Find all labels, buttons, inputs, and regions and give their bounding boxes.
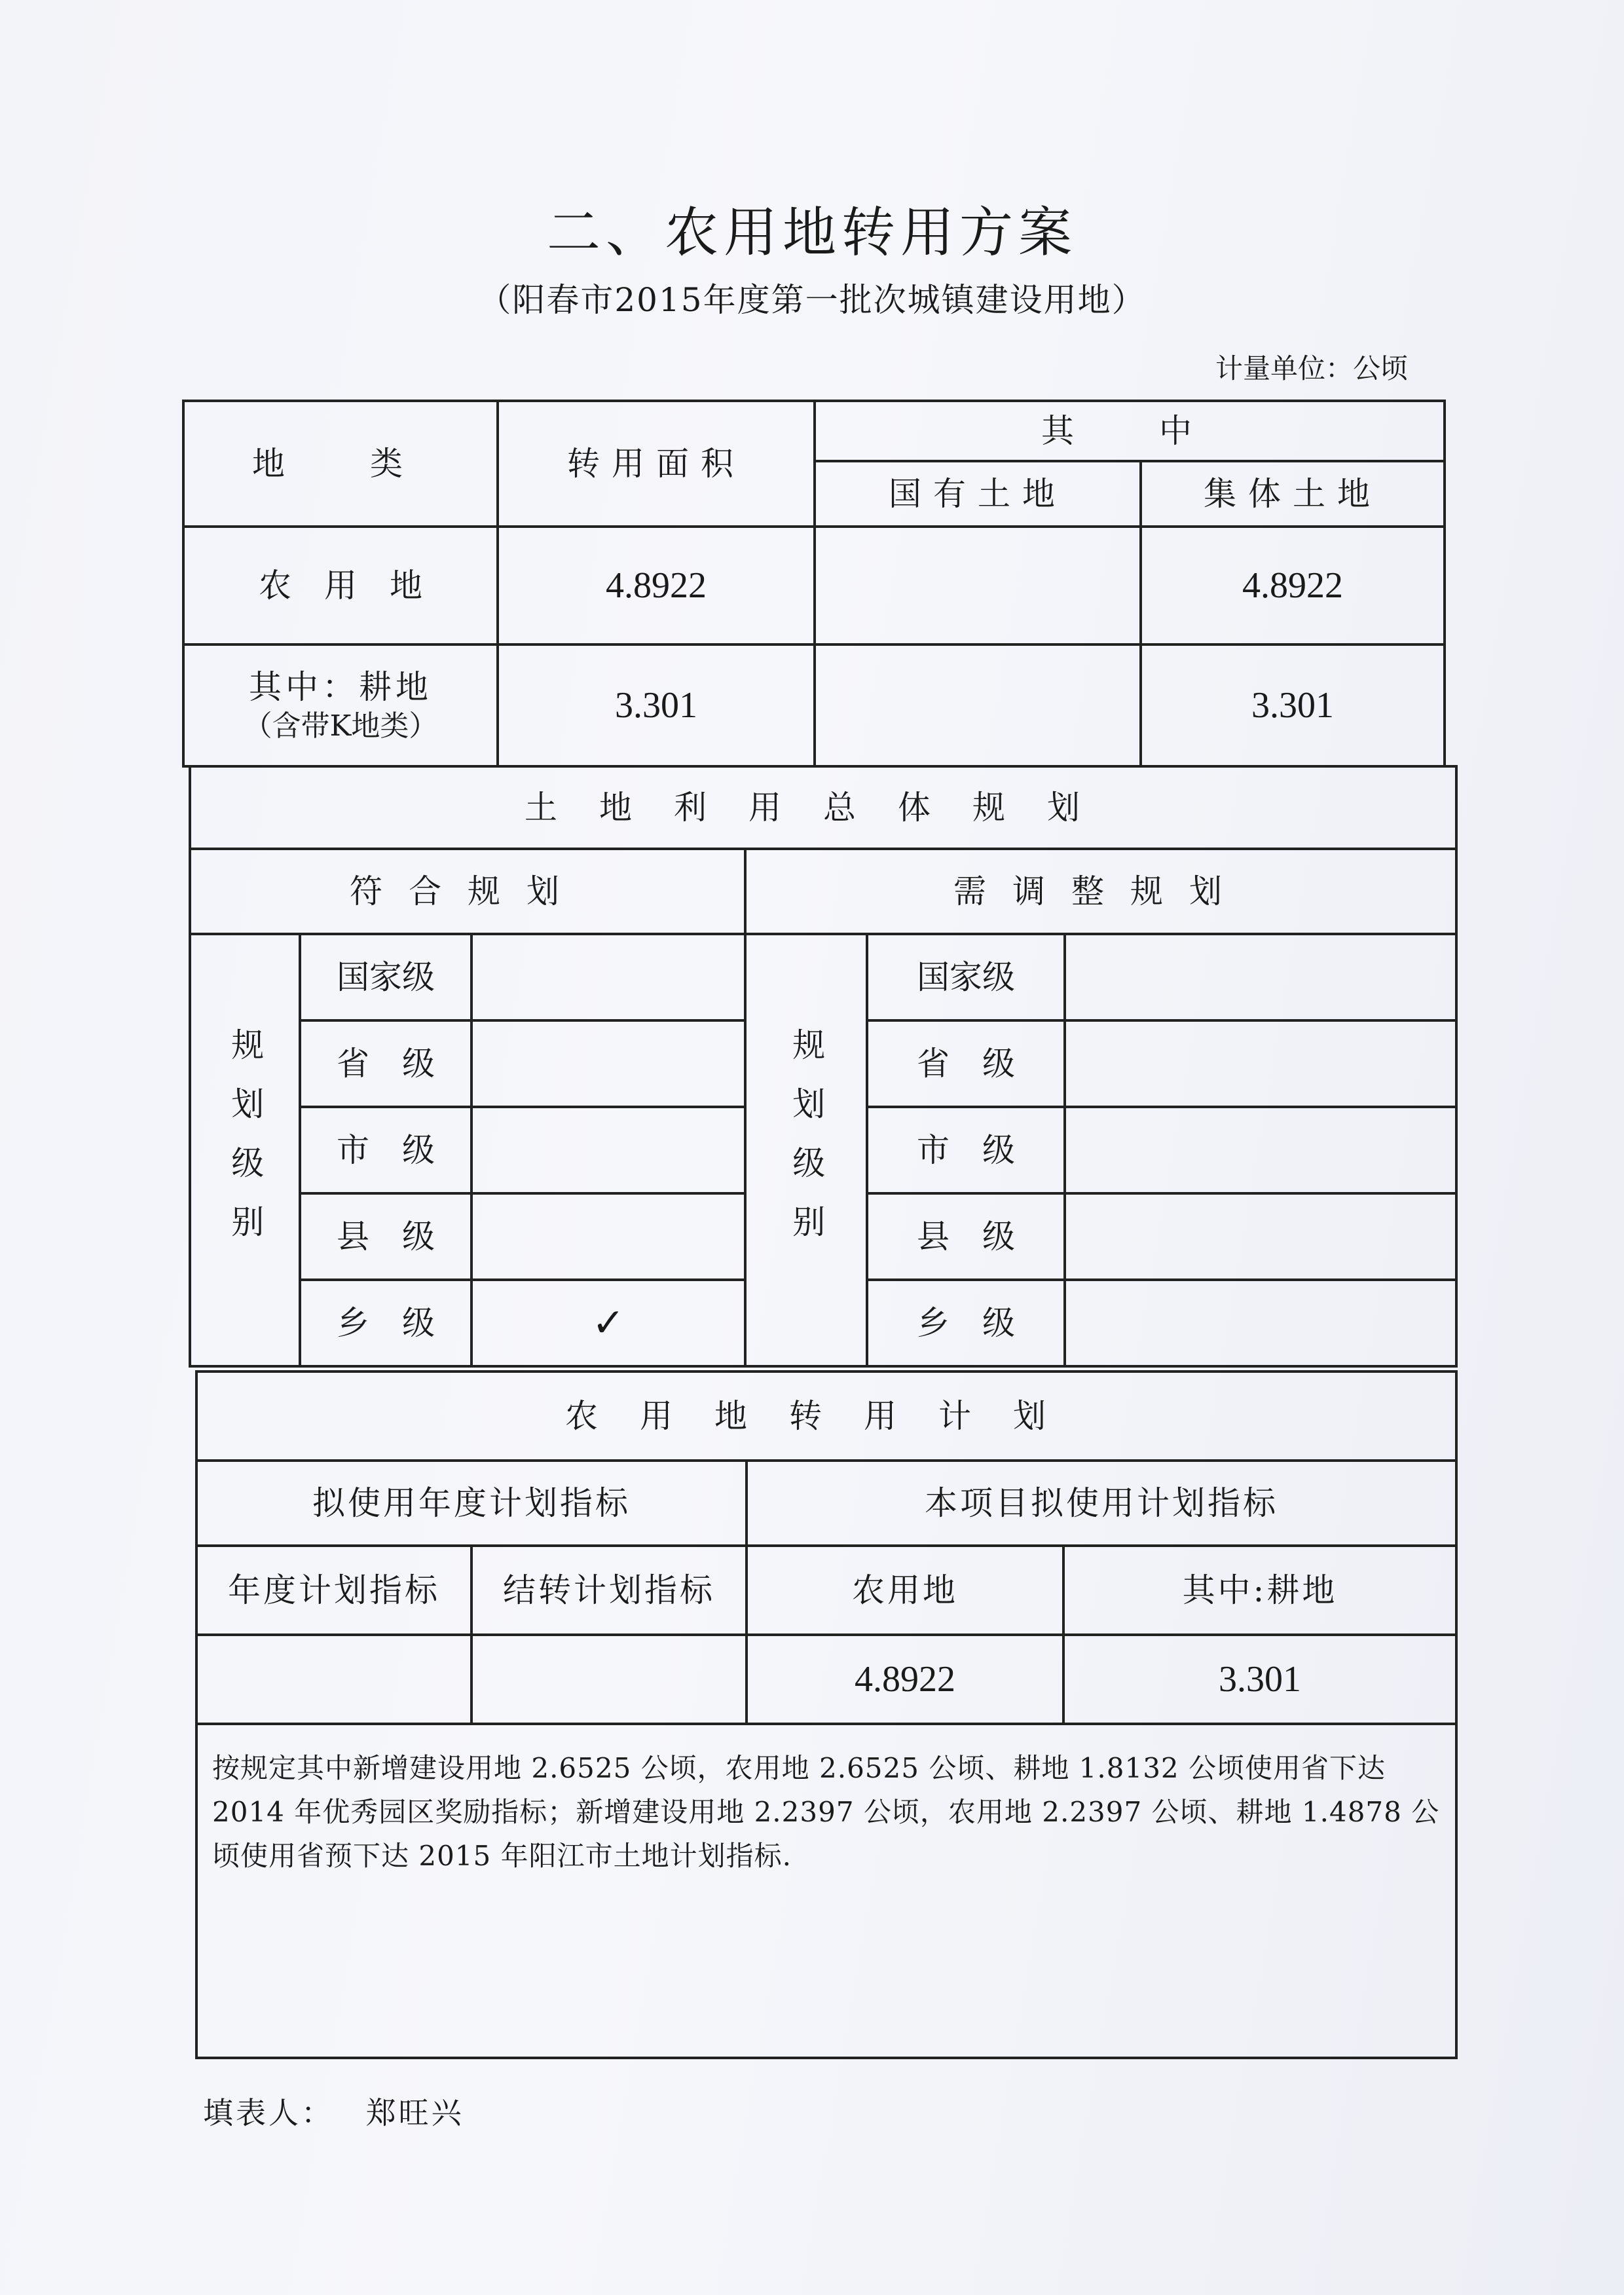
adjust-cell bbox=[1065, 1107, 1456, 1193]
conforms-cell bbox=[471, 1020, 745, 1107]
table-row bbox=[183, 527, 1445, 644]
conforms-cell bbox=[471, 1107, 745, 1193]
filler-name: 郑旺兴 bbox=[365, 2095, 464, 2131]
row-area: 4.8922 bbox=[498, 527, 815, 644]
conversion-plan-table bbox=[195, 1370, 1458, 2059]
plan-note: 按规定其中新增建设用地 2.6525 公顷，农用地 2.6525 公顷、耕地 1.8132 公顷使用省下达 2014 年优秀园区奖励指标；新增建设用地 2.2397 公顷，农用地 2.2397 公顷、耕地 1.4878 公顷使用省预下达 2015 年阳江市土地计划指标. bbox=[196, 1724, 1456, 2058]
header-land-type: 地 类 bbox=[183, 401, 498, 527]
header-converted-area: 转用面积 bbox=[498, 401, 815, 527]
annual-plan-header: 年度计划指标 bbox=[196, 1546, 471, 1635]
adjust-header: 需调整规划 bbox=[745, 849, 1456, 934]
page-title: 二、农用地转用方案 bbox=[546, 202, 1077, 264]
header-collective: 集体土地 bbox=[1141, 461, 1445, 527]
row-sublabel: （含带K地类） bbox=[243, 709, 438, 743]
adjust-cell bbox=[1065, 1193, 1456, 1280]
level-label-right: 规划级别 bbox=[745, 934, 867, 1366]
level-name: 省 级 bbox=[300, 1020, 471, 1107]
level-name: 县 级 bbox=[300, 1193, 471, 1280]
annual-indicator-header: 拟使用年度计划指标 bbox=[196, 1461, 747, 1546]
row-state-owned bbox=[815, 527, 1141, 644]
row-collective: 4.8922 bbox=[1141, 527, 1445, 644]
table-row bbox=[190, 934, 1456, 1020]
carryover-plan-header: 结转计划指标 bbox=[471, 1546, 747, 1635]
conforms-header: 符合规划 bbox=[190, 849, 745, 934]
conversion-area-table bbox=[182, 400, 1446, 768]
level-name: 县 级 bbox=[867, 1193, 1065, 1280]
planning-table bbox=[189, 765, 1458, 1368]
adjust-cell bbox=[1065, 934, 1456, 1020]
cultivated-value: 3.301 bbox=[1063, 1635, 1456, 1724]
table-row bbox=[183, 644, 1445, 766]
conforms-cell: ✓ bbox=[471, 1280, 745, 1366]
level-name: 省 级 bbox=[867, 1020, 1065, 1107]
row-label: 其中：耕地 bbox=[249, 668, 432, 707]
level-name: 乡 级 bbox=[300, 1280, 471, 1366]
table-row bbox=[196, 1635, 1456, 1724]
filler-label: 填表人： bbox=[203, 2095, 334, 2131]
annual-plan-value bbox=[196, 1635, 471, 1724]
agri-land-header: 农用地 bbox=[747, 1546, 1063, 1635]
header-of-which: 其 中 bbox=[815, 401, 1445, 461]
row-collective: 3.301 bbox=[1141, 644, 1445, 766]
row-area: 3.301 bbox=[498, 644, 815, 766]
plan-title: 农用地转用计划 bbox=[196, 1371, 1456, 1461]
row-state-owned bbox=[815, 644, 1141, 766]
level-name: 市 级 bbox=[867, 1107, 1065, 1193]
header-state-owned: 国有土地 bbox=[815, 461, 1141, 527]
cultivated-header: 其中:耕地 bbox=[1063, 1546, 1456, 1635]
level-name: 国家级 bbox=[300, 934, 471, 1020]
project-indicator-header: 本项目拟使用计划指标 bbox=[747, 1461, 1456, 1546]
conforms-cell bbox=[471, 1193, 745, 1280]
page-subtitle: （阳春市2015年度第一批次城镇建设用地） bbox=[478, 281, 1146, 319]
conforms-cell bbox=[471, 934, 745, 1020]
level-name: 乡 级 bbox=[867, 1280, 1065, 1366]
level-name: 国家级 bbox=[867, 934, 1065, 1020]
filler-line bbox=[203, 2089, 464, 2133]
row-label: 农 用 地 bbox=[183, 527, 498, 644]
unit-label: 计量单位：公顷 bbox=[1215, 352, 1408, 384]
carryover-plan-value bbox=[471, 1635, 747, 1724]
level-name: 市 级 bbox=[300, 1107, 471, 1193]
adjust-cell bbox=[1065, 1020, 1456, 1107]
level-label-left: 规划级别 bbox=[190, 934, 300, 1366]
agri-land-value: 4.8922 bbox=[747, 1635, 1063, 1724]
adjust-cell bbox=[1065, 1280, 1456, 1366]
row-label-cell bbox=[183, 644, 498, 766]
planning-title: 土地利用总体规划 bbox=[190, 766, 1456, 849]
